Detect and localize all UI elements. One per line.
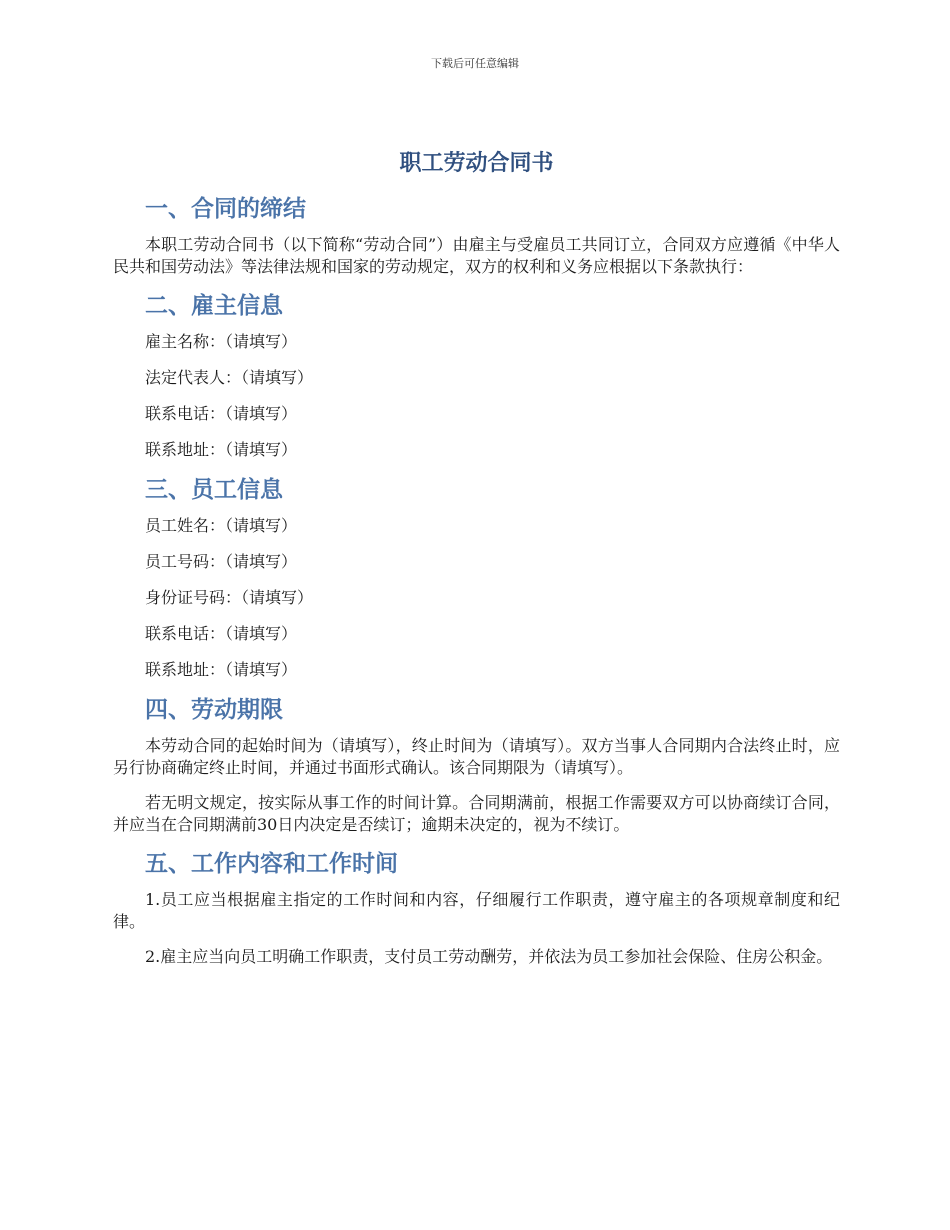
paragraph: 1.员工应当根据雇主指定的工作时间和内容，仔细履行工作职责，遵守雇主的各项规章制度和纪律。 <box>113 890 840 931</box>
section-heading: 三、员工信息 <box>145 477 283 503</box>
section-employer-info <box>113 291 840 461</box>
legal-representative-field: 法定代表人：（请填写） <box>145 368 314 387</box>
employee-name-field: 员工姓名：（请填写） <box>145 516 298 535</box>
employee-number-field: 员工号码：（请填写） <box>145 552 298 571</box>
id-number-field: 身份证号码：（请填写） <box>145 588 314 607</box>
section-heading: 五、工作内容和工作时间 <box>145 851 398 877</box>
employer-address-field: 联系地址：（请填写） <box>145 440 298 459</box>
section-heading: 二、雇主信息 <box>145 293 283 319</box>
section-labor-term <box>113 695 840 836</box>
section-heading: 四、劳动期限 <box>145 697 283 723</box>
paragraph: 本劳动合同的起始时间为（请填写），终止时间为（请填写）。双方当事人合同期内合法终止时，应另行协商确定终止时间，并通过书面形式确认。该合同期限为（请填写）。 <box>113 736 840 777</box>
employer-phone-field: 联系电话：（请填写） <box>145 404 298 423</box>
section-work-content-hours <box>113 849 840 968</box>
section-employee-info <box>113 475 840 681</box>
document-title: 职工劳动合同书 <box>399 151 554 176</box>
employee-address-field: 联系地址：（请填写） <box>145 660 298 679</box>
employer-name-field: 雇主名称：（请填写） <box>145 332 298 351</box>
page-header-note: 下载后可任意编辑 <box>431 57 519 70</box>
section-heading: 一、合同的缔结 <box>145 196 306 222</box>
paragraph: 若无明文规定，按实际从事工作的时间计算。合同期满前，根据工作需要双方可以协商续订合同，并应当在合同期满前30日内决定是否续订；逾期未决定的，视为不续订。 <box>113 793 840 834</box>
document-body <box>113 148 840 981</box>
paragraph: 2.雇主应当向员工明确工作职责，支付员工劳动酬劳，并依法为员工参加社会保险、住房公积金。 <box>145 947 833 966</box>
paragraph: 本职工劳动合同书（以下简称“劳动合同”）由雇主与受雇员工共同订立，合同双方应遵循《中华人民共和国劳动法》等法律法规和国家的劳动规定，双方的权利和义务应根据以下条款执行： <box>113 235 840 276</box>
section-contract-formation <box>113 194 840 278</box>
employee-phone-field: 联系电话：（请填写） <box>145 624 298 643</box>
